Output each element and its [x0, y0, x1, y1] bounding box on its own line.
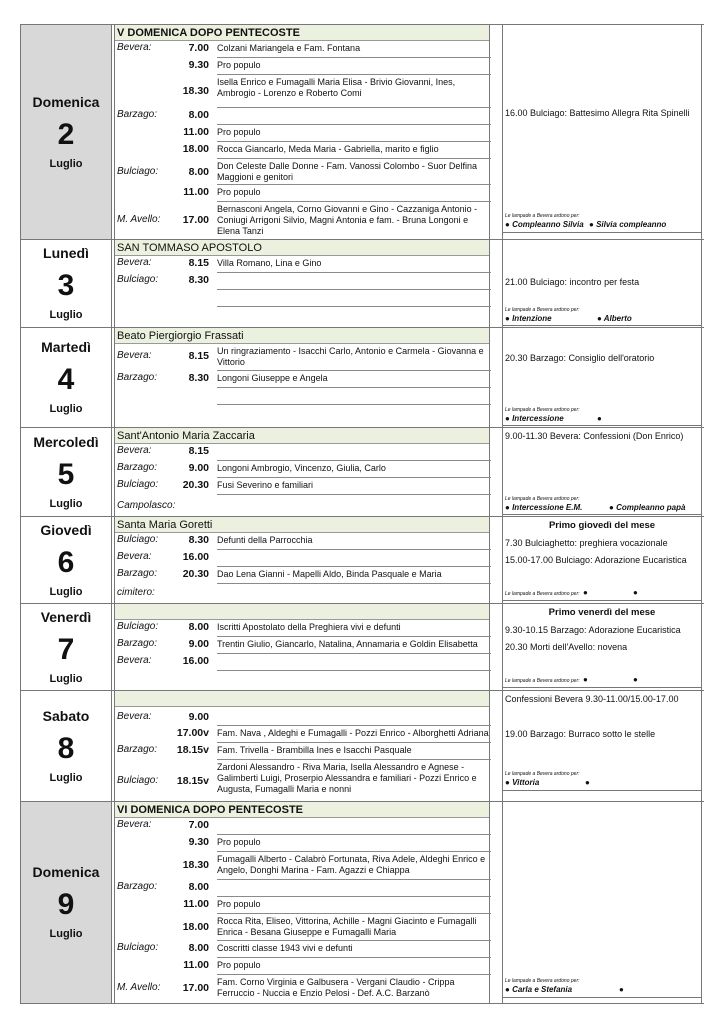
mass-row [115, 405, 489, 425]
events-column [502, 328, 702, 427]
mass-time: 8.15 [188, 257, 209, 269]
mass-place [115, 405, 169, 425]
lamp-intentions [505, 503, 686, 513]
mass-row [115, 256, 489, 273]
mass-time: 9.00 [188, 462, 209, 474]
date-cell [20, 517, 112, 603]
weekday-name: Lunedì [43, 245, 89, 261]
mass-intention: Pro populo [217, 58, 491, 75]
mass-place: Campolasco: [117, 500, 176, 511]
mass-intention: Bernasconi Angela, Corno Giovanni e Gino - Cazzaniga Antonio - Coniugi Arrigoni Silvio, Magni Antonia e fam. - Bruna Longoni e Elena Tanzi [217, 204, 478, 236]
mass-time: 18.30 [182, 85, 209, 97]
month-name: Luglio [49, 157, 83, 170]
event-item: 16.00 Bulciago: Battesimo Allegra Rita Spinelli [505, 108, 690, 118]
mass-place: Bulciago: [117, 775, 159, 786]
divider [503, 997, 701, 998]
mass-intention: Pro populo [217, 958, 491, 975]
mass-time: 16.00 [182, 551, 209, 563]
day-row [20, 517, 704, 604]
mass-intention: Iscritti Apostolato della Preghiera vivi e defunti [217, 620, 491, 637]
bullet-icon: ● [597, 414, 602, 423]
mass-time: 8.00 [188, 942, 209, 954]
mass-row [115, 707, 489, 726]
mass-time [169, 405, 209, 425]
mass-row [115, 307, 489, 324]
month-first-header: Primo venerdì del mese [548, 607, 656, 618]
weekday-name: Domenica [32, 864, 100, 880]
month-name: Luglio [49, 585, 83, 598]
month-name: Luglio [49, 403, 83, 415]
mass-place [115, 671, 169, 690]
lamp-intentions [505, 220, 667, 230]
bullet-icon: ● [505, 503, 510, 512]
events-column [502, 604, 702, 690]
mass-row [115, 495, 489, 514]
feast-title: Beato Piergiorgio Frassati [115, 328, 489, 344]
mass-intention [217, 495, 491, 514]
mass-row [115, 958, 489, 975]
mass-row [115, 914, 489, 941]
mass-row [115, 371, 489, 388]
mass-row [115, 41, 489, 58]
event-item: 9.30-10.15 Barzago: Adorazione Eucaristica [505, 625, 681, 635]
mass-time: 8.15 [188, 445, 209, 457]
mass-intention: Un ringraziamento - Isacchi Carlo, Antonio e Carmela - Giovanna e Vittorio [217, 344, 491, 371]
mass-place [115, 290, 169, 307]
mass-row [115, 620, 489, 637]
mass-place: Bevera: [117, 551, 152, 562]
mass-intention: Fusi Severino e familiari [217, 478, 491, 495]
bullet-icon: ● [597, 314, 602, 323]
lamp-intention: Intenzione [512, 314, 552, 323]
mass-time [169, 495, 209, 514]
mass-time: 11.00 [183, 186, 209, 198]
mass-place [115, 914, 169, 941]
mass-time: 20.30 [182, 568, 209, 580]
mass-intention [217, 880, 491, 897]
events-column [502, 517, 702, 603]
mass-time: 17.00v [176, 727, 209, 739]
month-name: Luglio [49, 771, 83, 784]
mass-place: Bulciago: [117, 166, 159, 177]
day-row [20, 428, 704, 517]
mass-row [115, 159, 489, 185]
mass-intention: Fam. Corno Virginia e Galbusera - Vergani Claudio - Crippa Ferruccio - Nuccia e Enzio Pelosi - Def. A.C. Barzanò [217, 977, 455, 998]
mass-place: Barzago: [117, 568, 158, 579]
mass-time: 8.30 [188, 274, 209, 286]
day-number: 9 [57, 888, 75, 921]
mass-place [115, 125, 169, 142]
mass-place [115, 307, 169, 324]
weekday-name: Domenica [32, 93, 100, 110]
lamp-intention: Vittoria [512, 778, 540, 787]
mass-place [115, 58, 169, 75]
bullet-icon: ● [505, 414, 510, 423]
events-column [502, 802, 702, 1003]
lamp-caption: Le lampade a Bevera ardono per: [505, 591, 580, 597]
event-item: 9.00-11.30 Bevera: Confessioni (Don Enrico) [505, 431, 684, 441]
weekday-name: Mercoledì [33, 433, 99, 450]
mass-intention: Colzani Mariangela e Fam. Fontana [217, 41, 491, 58]
event-item: 20.30 Morti dell'Avello: novena [505, 642, 628, 652]
mass-place: Bevera: [117, 711, 152, 722]
day-row [20, 24, 704, 240]
weekday-name: Giovedì [40, 521, 92, 538]
weekly-schedule [20, 24, 704, 1004]
mass-time: 18.30 [182, 859, 209, 871]
mass-intention: Trentin Giulio, Giancarlo, Natalina, Annamaria e Goldin Elisabetta [217, 637, 491, 654]
lamp-intentions [583, 675, 638, 685]
mass-row [115, 941, 489, 958]
mass-row [115, 654, 489, 671]
events-column [502, 240, 702, 327]
mass-time: 8.00 [188, 621, 209, 633]
mass-place: cimitero: [117, 587, 155, 598]
mass-column [114, 691, 490, 801]
bullet-icon: ● [583, 675, 588, 684]
feast-title: V DOMENICA DOPO PENTECOSTE [115, 25, 489, 41]
feast-title: VI DOMENICA DOPO PENTECOSTE [115, 802, 489, 818]
mass-place: Bulciago: [117, 479, 159, 490]
event-item: 19.00 Barzago: Burraco sotto le stelle [505, 729, 656, 739]
mass-column [114, 428, 490, 516]
mass-intention: Pro populo [217, 897, 491, 914]
lamp-intention: Silvia compleanno [596, 220, 667, 229]
mass-intention: Longoni Giuseppe e Angela [217, 371, 491, 388]
date-cell [20, 328, 112, 427]
mass-time: 17.00 [182, 982, 209, 994]
feast-title: Sant'Antonio Maria Zaccaria [115, 428, 489, 444]
mass-intention [217, 707, 491, 726]
mass-time: 8.30 [188, 534, 209, 546]
mass-intention: Pro populo [217, 125, 491, 142]
lamp-caption: Le lampade a Bevera ardono per: [505, 496, 580, 502]
mass-time: 16.00 [182, 655, 209, 667]
mass-time: 8.00 [188, 166, 209, 178]
mass-row [115, 671, 489, 690]
lamp-intentions [505, 778, 590, 788]
mass-place: Bevera: [117, 819, 152, 830]
mass-column [114, 25, 490, 239]
mass-intention: Isella Enrico e Fumagalli Maria Elisa - Brivio Giovanni, Ines, Ambrogio - Lorenzo e Roberto Comi [217, 75, 491, 108]
day-row [20, 802, 704, 1004]
mass-time: 11.00 [183, 898, 209, 910]
mass-intention [217, 108, 491, 125]
mass-intention: Rocca Giancarlo, Meda Maria - Gabriella, marito e figlio [217, 142, 491, 159]
feast-title: SAN TOMMASO APOSTOLO [115, 240, 489, 256]
day-row [20, 240, 704, 328]
bullet-icon: ● [609, 503, 614, 512]
mass-place: Bulciago: [117, 942, 159, 953]
mass-intention [217, 405, 491, 425]
mass-intention: Dao Lena Gianni - Mapelli Aldo, Binda Pasquale e Maria [217, 567, 491, 584]
date-cell [20, 802, 112, 1003]
mass-time: 18.15v [176, 744, 209, 756]
mass-intention [217, 584, 491, 603]
mass-row [115, 75, 489, 108]
mass-time: 7.00 [188, 819, 209, 831]
mass-row [115, 550, 489, 567]
mass-place: Bevera: [117, 42, 152, 53]
mass-row [115, 567, 489, 584]
day-number: 4 [57, 363, 75, 396]
mass-time: 9.30 [188, 59, 209, 71]
lamp-intention: Intercessione [512, 414, 564, 423]
day-number: 7 [57, 632, 75, 666]
day-number: 2 [57, 117, 75, 151]
lamp-caption: Le lampade a Bevera ardono per: [505, 213, 580, 219]
lamp-intentions [583, 588, 638, 598]
mass-row [115, 444, 489, 461]
mass-intention: Fam. Trivella - Brambilla Ines e Isacchi Pasquale [217, 743, 491, 760]
event-item: 21.00 Bulciago: incontro per festa [505, 277, 640, 287]
mass-time: 9.30 [188, 836, 209, 848]
mass-intention [217, 444, 491, 461]
divider [503, 514, 701, 515]
mass-intention: Fam. Nava , Aldeghi e Fumagalli - Pozzi Enrico - Alborghetti Adriana [217, 726, 491, 743]
mass-time [169, 584, 209, 603]
feast-title: Santa Maria Goretti [115, 517, 489, 533]
feast-title [115, 691, 489, 707]
mass-place [115, 388, 169, 405]
mass-intention [217, 388, 491, 405]
mass-place [115, 185, 169, 202]
mass-intention: Rocca Rita, Eliseo, Vittorina, Achille - Magni Giacinto e Fumagalli Enrica - Besana Giuseppe e Fumagalli Maria [217, 914, 491, 941]
mass-row [115, 185, 489, 202]
lamp-intention: Carla e Stefania [512, 985, 573, 994]
mass-place [115, 897, 169, 914]
mass-column [114, 802, 490, 1003]
mass-place: Bevera: [117, 257, 152, 268]
mass-row [115, 760, 489, 801]
mass-time: 18.15v [176, 775, 209, 787]
mass-intention [217, 818, 491, 835]
divider [503, 425, 701, 426]
mass-time: 8.00 [188, 881, 209, 893]
lamp-intention: Compleanno papà [616, 503, 686, 512]
mass-time: 18.00 [182, 143, 209, 155]
mass-row [115, 897, 489, 914]
bullet-icon: ● [505, 778, 510, 787]
mass-place: M. Avello: [117, 982, 161, 993]
mass-intention [217, 273, 491, 290]
mass-intention: Pro populo [217, 185, 491, 202]
month-name: Luglio [49, 309, 83, 321]
mass-row [115, 835, 489, 852]
mass-row [115, 125, 489, 142]
mass-intention: Coscritti classe 1943 vivi e defunti [217, 941, 491, 958]
month-name: Luglio [49, 497, 83, 510]
mass-place [115, 958, 169, 975]
bullet-icon: ● [505, 220, 510, 229]
day-row [20, 328, 704, 428]
lamp-caption: Le lampade a Bevera ardono per: [505, 978, 580, 984]
bullet-icon: ● [633, 588, 638, 597]
lamp-intentions [505, 314, 632, 324]
mass-place: Barzago: [117, 462, 158, 473]
mass-time: 9.00 [188, 638, 209, 650]
mass-time: 8.30 [188, 372, 209, 384]
mass-row [115, 533, 489, 550]
mass-time: 9.00 [188, 711, 209, 723]
mass-place: Bulciago: [117, 621, 159, 632]
bullet-icon: ● [505, 314, 510, 323]
mass-intention [217, 654, 491, 671]
month-name: Luglio [49, 928, 83, 940]
mass-place [115, 142, 169, 159]
mass-time [169, 388, 209, 405]
event-item: 20.30 Barzago: Consiglio dell'oratorio [505, 353, 655, 363]
mass-time [169, 307, 209, 324]
lamp-intention: Intercessione E.M. [512, 503, 583, 512]
mass-place: Barzago: [117, 744, 158, 755]
bullet-icon: ● [589, 220, 594, 229]
mass-row [115, 852, 489, 880]
mass-place: Bulciago: [117, 274, 159, 285]
events-column [502, 691, 702, 801]
mass-row [115, 273, 489, 290]
divider [503, 232, 701, 233]
mass-place [115, 852, 169, 880]
month-name: Luglio [49, 672, 83, 685]
mass-intention: Fumagalli Alberto - Calabrò Fortunata, Riva Adele, Aldeghi Enrico e Angelo, Donghi Marina - Fam. Agazzi e Chiappa [217, 852, 491, 880]
bullet-icon: ● [585, 778, 590, 787]
mass-row [115, 108, 489, 125]
mass-row [115, 202, 489, 238]
event-item: 7.30 Bulciaghetto: preghiera vocazionale [505, 538, 668, 548]
mass-row [115, 880, 489, 897]
events-column [502, 428, 702, 516]
mass-place [115, 835, 169, 852]
mass-row [115, 344, 489, 371]
mass-row [115, 461, 489, 478]
mass-intention [217, 550, 491, 567]
lamp-caption: Le lampade a Bevera ardono per: [505, 678, 580, 684]
mass-row [115, 975, 489, 1003]
mass-row [115, 142, 489, 159]
date-cell [20, 691, 112, 801]
lamp-caption: Le lampade a Bevera ardono per: [505, 407, 580, 413]
events-column [502, 25, 702, 239]
month-first-header: Primo giovedì del mese [548, 520, 656, 531]
date-cell [20, 240, 112, 327]
mass-place: Barzago: [117, 881, 158, 892]
day-number: 3 [57, 269, 75, 302]
mass-time: 8.15 [188, 350, 209, 362]
mass-column [114, 517, 490, 603]
lamp-intention: Compleanno Silvia [512, 220, 584, 229]
mass-place [115, 726, 169, 743]
mass-time: 17.00 [182, 214, 209, 226]
mass-time: 20.30 [182, 479, 209, 491]
lamp-intentions [505, 985, 624, 995]
mass-column [114, 240, 490, 327]
mass-row [115, 584, 489, 603]
divider [503, 325, 701, 326]
mass-place: Bulciago: [117, 534, 159, 545]
day-row [20, 604, 704, 691]
date-cell [20, 604, 112, 690]
mass-row [115, 290, 489, 307]
day-number: 6 [57, 545, 75, 579]
mass-time: 7.00 [188, 42, 209, 54]
mass-place: Barzago: [117, 638, 158, 649]
mass-time: 8.00 [188, 109, 209, 121]
mass-intention: Villa Romano, Lina e Gino [217, 256, 491, 273]
lamp-caption: Le lampade a Bevera ardono per: [505, 307, 580, 313]
mass-column [114, 328, 490, 427]
bullet-icon: ● [583, 588, 588, 597]
divider [503, 600, 701, 601]
mass-place: Barzago: [117, 109, 158, 120]
mass-time [169, 290, 209, 307]
mass-row [115, 818, 489, 835]
feast-title [115, 604, 489, 620]
mass-time: 18.00 [182, 921, 209, 933]
day-row [20, 691, 704, 802]
mass-intention [217, 307, 491, 324]
mass-row [115, 58, 489, 75]
mass-intention: Defunti della Parrocchia [217, 533, 491, 550]
lamp-caption: Le lampade a Bevera ardono per: [505, 771, 580, 777]
mass-row [115, 726, 489, 743]
mass-row [115, 743, 489, 760]
mass-place [115, 75, 169, 108]
day-number: 8 [57, 731, 75, 765]
mass-intention: Zardoni Alessandro - Riva Maria, Isella Alessandro e Agnese - Galimberti Luigi, Proserpio Alessandra e familiari - Pozzi Enrico e Augusta, Fumagalli Maria e nonni [217, 762, 477, 794]
mass-place: Bevera: [117, 350, 152, 361]
divider [503, 687, 701, 688]
event-item: 15.00-17.00 Bulciago: Adorazione Eucaristica [505, 555, 687, 565]
mass-intention: Pro populo [217, 835, 491, 852]
lamp-intention: Alberto [603, 314, 632, 323]
mass-row [115, 478, 489, 495]
mass-place: M. Avello: [117, 214, 161, 225]
mass-row [115, 637, 489, 654]
mass-column [114, 604, 490, 690]
bullet-icon: ● [619, 985, 624, 994]
mass-intention [217, 671, 491, 690]
weekday-name: Venerdì [40, 608, 92, 625]
mass-time [169, 671, 209, 690]
mass-place: Bevera: [117, 655, 152, 666]
mass-place: Barzago: [117, 372, 158, 383]
lamp-intentions [505, 414, 602, 424]
bullet-icon: ● [633, 675, 638, 684]
mass-intention: Longoni Ambrogio, Vincenzo, Giulia, Carlo [217, 461, 491, 478]
mass-time: 11.00 [183, 126, 209, 138]
event-item: Confessioni Bevera 9.30-11.00/15.00-17.00 [505, 694, 679, 704]
mass-place: Bevera: [117, 445, 152, 456]
mass-intention [217, 290, 491, 307]
date-cell [20, 25, 112, 239]
date-cell [20, 428, 112, 516]
weekday-name: Sabato [42, 707, 90, 724]
mass-time: 11.00 [183, 959, 209, 971]
divider [503, 790, 701, 791]
mass-row [115, 388, 489, 405]
bullet-icon: ● [505, 985, 510, 994]
day-number: 5 [57, 457, 75, 491]
weekday-name: Martedì [41, 339, 91, 355]
mass-intention: Don Celeste Dalle Donne - Fam. Vanossi Colombo - Suor Delfina Maggioni e genitori [217, 159, 491, 185]
